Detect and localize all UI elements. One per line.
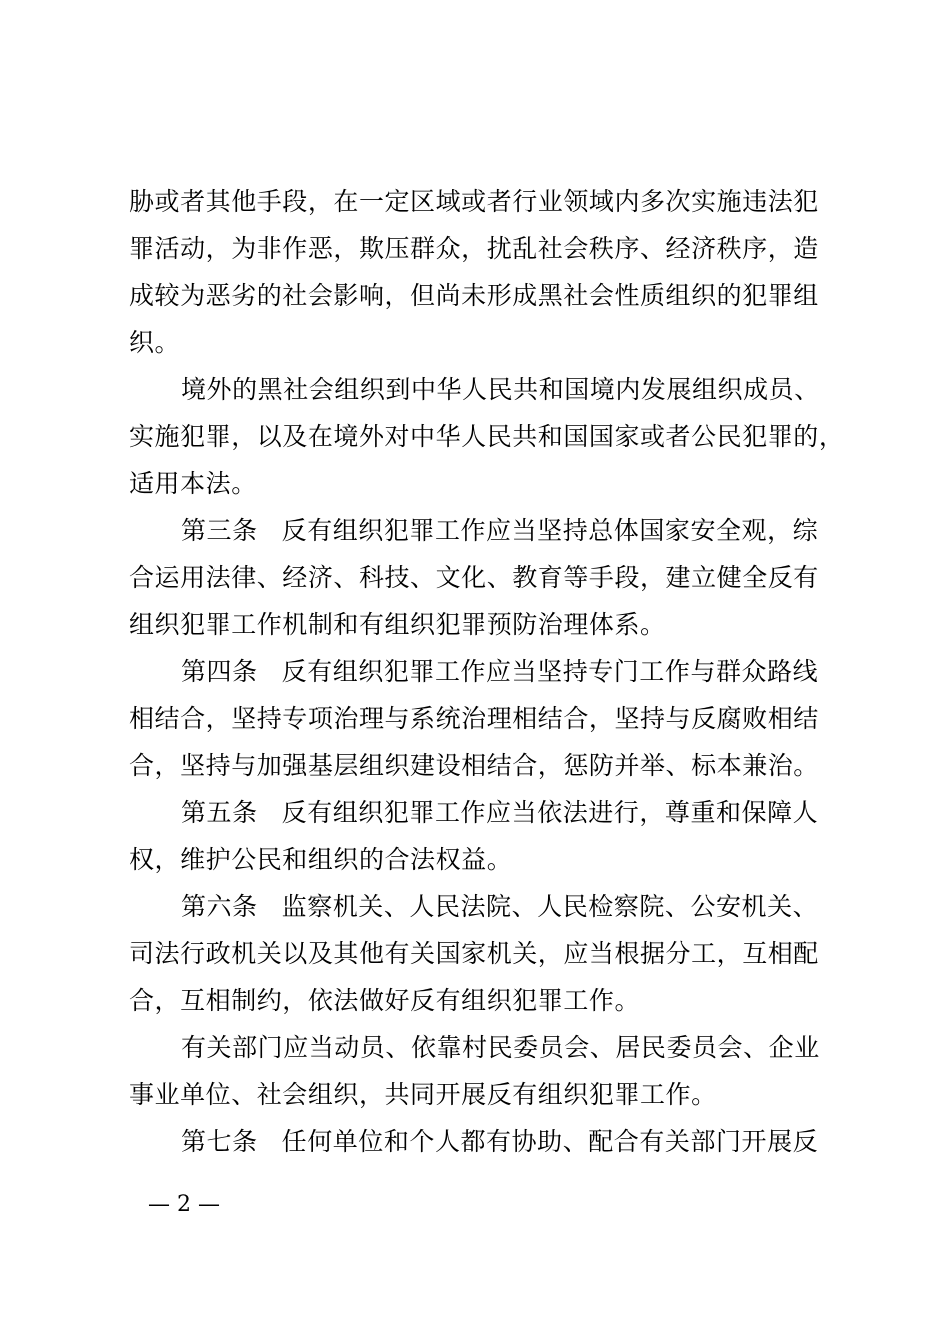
text-line: 胁或者其他手段，在一定区域或者行业领域内多次实施违法犯: [129, 187, 819, 216]
text-line: 实施犯罪，以及在境外对中华人民共和国国家或者公民犯罪的，: [129, 422, 845, 451]
text-line: 织。: [129, 328, 181, 357]
text-line: 权，维护公民和组织的合法权益。: [129, 845, 513, 874]
article-text: 反有组织犯罪工作应当坚持总体国家安全观，综: [281, 516, 819, 545]
article-6-first-line: [129, 883, 829, 930]
article-label: 第四条: [181, 657, 258, 686]
article-text: 反有组织犯罪工作应当依法进行，尊重和保障人: [281, 798, 819, 827]
article-label: 第五条: [181, 798, 258, 827]
article-label: 第六条: [181, 892, 258, 921]
article-label: 第七条: [181, 1127, 258, 1156]
article-3-first-line: [129, 507, 829, 554]
text-line: 合，互相制约，依法做好反有组织犯罪工作。: [129, 986, 641, 1015]
article-5-first-line: [129, 789, 829, 836]
text-line: 组织犯罪工作机制和有组织犯罪预防治理体系。: [129, 610, 666, 639]
text-line: 境外的黑社会组织到中华人民共和国境内发展组织成员、: [181, 375, 820, 404]
text-line: 罪活动，为非作恶，欺压群众，扰乱社会秩序、经济秩序，造: [129, 234, 819, 263]
article-label: 第三条: [181, 516, 258, 545]
article-4-first-line: [129, 648, 829, 695]
article-7-first-line: [129, 1118, 829, 1165]
document-body: [129, 178, 845, 1165]
text-line: 合，坚持与加强基层组织建设相结合，惩防并举、标本兼治。: [129, 751, 819, 780]
article-text: 监察机关、人民法院、人民检察院、公安机关、: [281, 892, 819, 921]
text-line: 适用本法。: [129, 469, 257, 498]
text-line: 相结合，坚持专项治理与系统治理相结合，坚持与反腐败相结: [129, 704, 819, 733]
text-line: 合运用法律、经济、科技、文化、教育等手段，建立健全反有: [129, 563, 819, 592]
text-line: 成较为恶劣的社会影响，但尚未形成黑社会性质组织的犯罪组: [129, 281, 819, 310]
page-number: — 2 —: [148, 1192, 220, 1217]
text-line: 司法行政机关以及其他有关国家机关，应当根据分工，互相配: [129, 939, 819, 968]
text-line: 有关部门应当动员、依靠村民委员会、居民委员会、企业: [181, 1033, 820, 1062]
article-text: 任何单位和个人都有协助、配合有关部门开展反: [281, 1127, 819, 1156]
text-line: 事业单位、社会组织，共同开展反有组织犯罪工作。: [129, 1080, 717, 1109]
article-text: 反有组织犯罪工作应当坚持专门工作与群众路线: [281, 657, 819, 686]
